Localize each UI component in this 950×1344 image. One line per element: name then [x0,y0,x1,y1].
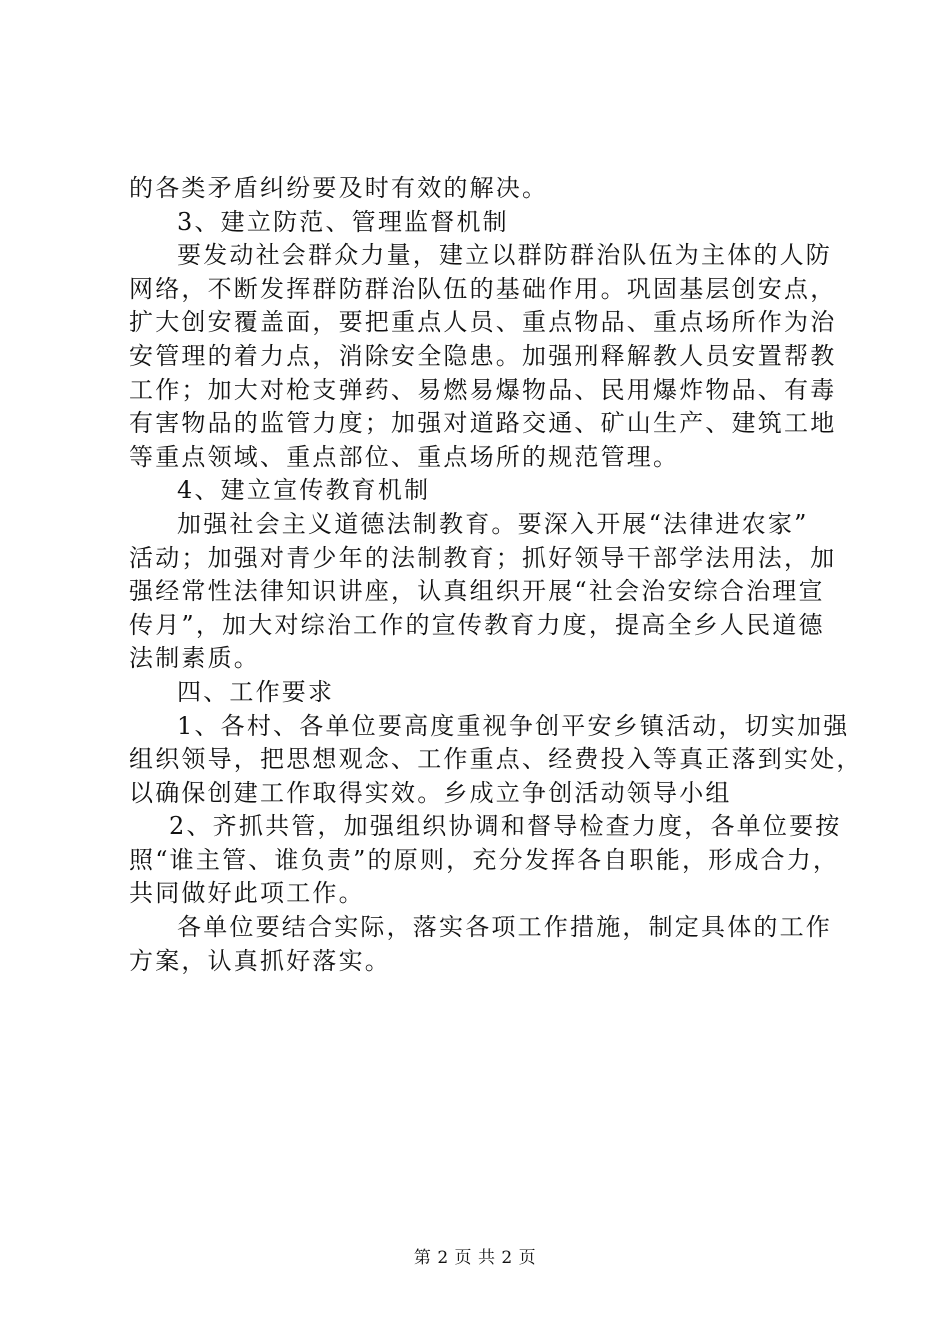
text-line: 照“谁主管、谁负责”的原则，充分发挥各自职能，形成合力， [129,845,840,874]
text-line: 强经常性法律知识讲座，认真组织开展“社会治安综合治理宣 [129,577,825,606]
text-line: 1、各村、各单位要高度重视争创平安乡镇活动，切实加强 [177,711,850,740]
text-line: 工作；加大对枪支弹药、易燃易爆物品、民用爆炸物品、有毒 [129,375,837,404]
text-line: 的各类矛盾纠纷要及时有效的解决。 [129,174,549,202]
text-line: 法制素质。 [129,644,260,673]
section-heading: 4、建立宣传教育机制 [177,476,431,505]
page-number-footer: 第 2 页 共 2 页 [413,1248,537,1268]
text-line: 共同做好此项工作。 [129,879,365,908]
text-line: 方案，认真抓好落实。 [129,946,391,975]
document-body [129,172,863,978]
text-line: 加强社会主义道德法制教育。要深入开展“法律进农家” [177,509,809,538]
section-heading: 3、建立防范、管理监督机制 [177,207,509,236]
text-line: 2、齐抓共管，加强组织协调和督导检查力度，各单位要按 [169,812,842,841]
text-line: 传月”，加大对综治工作的宣传教育力度，提高全乡人民道德 [129,610,825,639]
text-line: 活动；加强对青少年的法制教育；抓好领导干部学法用法，加 [129,543,837,572]
text-line: 网络，不断发挥群防群治队伍的基础作用。巩固基层创安点， [129,274,837,303]
text-line: 安管理的着力点，消除安全隐患。加强刑释解教人员安置帮教 [129,341,837,370]
text-line: 扩大创安覆盖面，要把重点人员、重点物品、重点场所作为治 [129,308,837,337]
text-line: 各单位要结合实际，落实各项工作措施，制定具体的工作 [177,913,832,942]
text-line: 等重点领域、重点部位、重点场所的规范管理。 [129,442,680,471]
text-line: 以确保创建工作取得实效。乡成立争创活动领导小组 [129,778,732,807]
text-line: 有害物品的监管力度；加强对道路交通、矿山生产、建筑工地 [129,409,837,438]
section-heading: 四、工作要求 [177,677,335,706]
text-line: 组织领导，把思想观念、工作重点、经费投入等真正落到实处， [129,745,863,774]
text-line: 要发动社会群众力量，建立以群防群治队伍为主体的人防 [177,241,832,270]
